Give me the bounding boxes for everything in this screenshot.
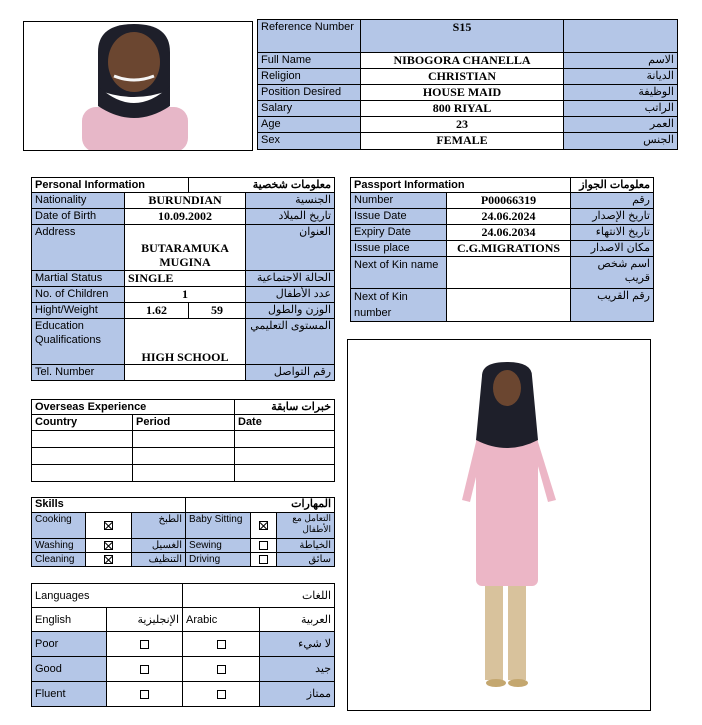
dob-ar: تاريخ الميلاد bbox=[246, 209, 335, 225]
lang-english-label: English bbox=[32, 608, 107, 632]
passport-number-ar: رقم bbox=[571, 193, 654, 209]
nationality-label: Nationality bbox=[32, 193, 125, 209]
sex-value: FEMALE bbox=[361, 133, 564, 150]
lang-poor-label: Poor bbox=[32, 632, 107, 657]
skills-table bbox=[31, 497, 335, 567]
marital-ar: الحالة الاجتماعية bbox=[246, 271, 335, 287]
issue-place-ar: مكان الاصدار bbox=[571, 241, 654, 257]
overseas-cell bbox=[133, 448, 235, 465]
col-date: Date bbox=[235, 415, 335, 431]
issue-place-label: Issue place bbox=[351, 241, 447, 257]
lang-arabic-label: Arabic bbox=[183, 608, 260, 632]
checkbox-unchecked[interactable] bbox=[259, 541, 268, 550]
full-name-label: Full Name bbox=[258, 53, 361, 69]
passport-info-table bbox=[350, 177, 654, 322]
checkbox-unchecked[interactable] bbox=[140, 640, 149, 649]
nationality-ar: الجنسية bbox=[246, 193, 335, 209]
full-body-image bbox=[348, 340, 651, 711]
arabic-good-check[interactable] bbox=[183, 657, 260, 682]
overseas-cell bbox=[235, 431, 335, 448]
skill-driving-label: Driving bbox=[186, 553, 251, 567]
full-body-photo bbox=[347, 339, 651, 711]
tel-label: Tel. Number bbox=[32, 365, 125, 381]
salary-value: 800 RIYAL bbox=[361, 101, 564, 117]
tel-value bbox=[125, 365, 246, 381]
address-ar: العنوان bbox=[246, 225, 335, 271]
kin-name-ar: اسم شخص قريب bbox=[571, 257, 654, 289]
english-good-check[interactable] bbox=[107, 657, 183, 682]
reference-label: Reference Number bbox=[258, 20, 361, 53]
portrait-photo bbox=[23, 21, 253, 151]
religion-ar: الديانة bbox=[564, 69, 678, 85]
checkbox-unchecked[interactable] bbox=[259, 555, 268, 564]
lang-poor-ar: لا شيء bbox=[260, 632, 335, 657]
passport-number-label: Number bbox=[351, 193, 447, 209]
checkbox-checked[interactable] bbox=[104, 541, 113, 550]
marital-value: SINGLE bbox=[125, 271, 246, 287]
checkbox-unchecked[interactable] bbox=[217, 640, 226, 649]
overseas-cell bbox=[32, 448, 133, 465]
kin-name-label: Next of Kin name bbox=[351, 257, 447, 289]
lang-english-ar: الإنجليزية bbox=[107, 608, 183, 632]
height-value: 1.62 bbox=[125, 303, 189, 319]
lang-arabic-ar: العربية bbox=[260, 608, 335, 632]
skills-title-ar: المهارات bbox=[186, 498, 335, 513]
weight-value: 59 bbox=[189, 303, 246, 319]
col-country: Country bbox=[32, 415, 133, 431]
issue-date-label: Issue Date bbox=[351, 209, 447, 225]
arabic-fluent-check[interactable] bbox=[183, 682, 260, 707]
skill-sewing-ar: الخياطة bbox=[277, 539, 335, 553]
skills-title: Skills bbox=[32, 498, 186, 513]
skill-washing-check[interactable] bbox=[86, 539, 132, 553]
full-name-value: NIBOGORA CHANELLA bbox=[361, 53, 564, 69]
passport-number-value: P00066319 bbox=[447, 193, 571, 209]
children-value: 1 bbox=[125, 287, 246, 303]
reference-value: S15 bbox=[361, 20, 564, 53]
skill-cooking-ar: الطبخ bbox=[132, 513, 186, 539]
overseas-cell bbox=[133, 431, 235, 448]
skill-driving-check[interactable] bbox=[251, 553, 277, 567]
full-name-ar: الاسم bbox=[564, 53, 678, 69]
checkbox-checked[interactable] bbox=[104, 521, 113, 530]
issue-date-value: 24.06.2024 bbox=[447, 209, 571, 225]
sex-ar: الجنس bbox=[564, 133, 678, 150]
languages-title: Languages bbox=[32, 584, 183, 608]
skill-washing-ar: الغسيل bbox=[132, 539, 186, 553]
salary-label: Salary bbox=[258, 101, 361, 117]
lang-fluent-label: Fluent bbox=[32, 682, 107, 707]
overseas-title: Overseas Experience bbox=[32, 400, 235, 415]
kin-number-ar: رقم القريب bbox=[571, 289, 654, 322]
kin-number-label: Next of Kin number bbox=[351, 289, 447, 322]
address-line-1: BUTARAMUKA bbox=[141, 241, 229, 255]
portrait-image bbox=[24, 22, 253, 151]
position-label: Position Desired bbox=[258, 85, 361, 101]
skill-cooking-label: Cooking bbox=[32, 513, 86, 539]
tel-ar: رقم التواصل bbox=[246, 365, 335, 381]
address-line-2: MUGINA bbox=[159, 255, 211, 269]
overseas-cell bbox=[133, 465, 235, 482]
expiry-date-label: Expiry Date bbox=[351, 225, 447, 241]
lang-fluent-ar: ممتاز bbox=[260, 682, 335, 707]
skill-babysitting-label: Baby Sitting bbox=[186, 513, 251, 539]
marital-label: Martial Status bbox=[32, 271, 125, 287]
skill-sewing-label: Sewing bbox=[186, 539, 251, 553]
languages-title-ar: اللغات bbox=[183, 584, 335, 608]
overseas-cell bbox=[32, 431, 133, 448]
checkbox-unchecked[interactable] bbox=[140, 690, 149, 699]
overseas-cell bbox=[235, 465, 335, 482]
overseas-cell bbox=[32, 465, 133, 482]
skill-driving-ar: سائق bbox=[277, 553, 335, 567]
lang-good-label: Good bbox=[32, 657, 107, 682]
english-fluent-check[interactable] bbox=[107, 682, 183, 707]
education-ar: المستوى التعليمي bbox=[246, 319, 335, 365]
personal-info-title: Personal Information bbox=[32, 178, 189, 193]
skill-cleaning-label: Cleaning bbox=[32, 553, 86, 567]
position-ar: الوظيفة bbox=[564, 85, 678, 101]
skill-babysitting-ar: التعامل مع الأطفال bbox=[277, 513, 335, 539]
skill-cooking-check[interactable] bbox=[86, 513, 132, 539]
kin-number-value bbox=[447, 289, 571, 322]
kin-name-value bbox=[447, 257, 571, 289]
hw-label: Hight/Weight bbox=[32, 303, 125, 319]
age-value: 23 bbox=[361, 117, 564, 133]
checkbox-checked[interactable] bbox=[259, 521, 268, 530]
header-table bbox=[257, 19, 678, 150]
address-value bbox=[125, 225, 246, 271]
hw-ar: الوزن والطول bbox=[246, 303, 335, 319]
reference-ar bbox=[564, 20, 678, 53]
expiry-date-value: 24.06.2034 bbox=[447, 225, 571, 241]
skill-cleaning-ar: التنظيف bbox=[132, 553, 186, 567]
religion-value: CHRISTIAN bbox=[361, 69, 564, 85]
languages-table bbox=[31, 583, 335, 707]
age-label: Age bbox=[258, 117, 361, 133]
children-label: No. of Children bbox=[32, 287, 125, 303]
arabic-poor-check[interactable] bbox=[183, 632, 260, 657]
issue-date-ar: تاريخ الإصدار bbox=[571, 209, 654, 225]
col-period: Period bbox=[133, 415, 235, 431]
address-label: Address bbox=[32, 225, 125, 271]
religion-label: Religion bbox=[258, 69, 361, 85]
children-ar: عدد الأطفال bbox=[246, 287, 335, 303]
checkbox-unchecked[interactable] bbox=[140, 665, 149, 674]
overseas-cell bbox=[235, 448, 335, 465]
skill-sewing-check[interactable] bbox=[251, 539, 277, 553]
salary-ar: الراتب bbox=[564, 101, 678, 117]
skill-babysitting-check[interactable] bbox=[251, 513, 277, 539]
issue-place-value: C.G.MIGRATIONS bbox=[447, 241, 571, 257]
expiry-date-ar: تاريخ الانتهاء bbox=[571, 225, 654, 241]
personal-info-table bbox=[31, 177, 335, 381]
passport-info-title: Passport Information bbox=[351, 178, 571, 193]
checkbox-unchecked[interactable] bbox=[217, 665, 226, 674]
checkbox-unchecked[interactable] bbox=[217, 690, 226, 699]
dob-label: Date of Birth bbox=[32, 209, 125, 225]
personal-info-title-ar: معلومات شخصية bbox=[189, 178, 335, 193]
checkbox-checked[interactable] bbox=[104, 555, 113, 564]
skill-washing-label: Washing bbox=[32, 539, 86, 553]
overseas-title-ar: خبرات سابقة bbox=[235, 400, 335, 415]
nationality-value: BURUNDIAN bbox=[125, 193, 246, 209]
english-poor-check[interactable] bbox=[107, 632, 183, 657]
overseas-table bbox=[31, 399, 335, 482]
age-ar: العمر bbox=[564, 117, 678, 133]
position-value: HOUSE MAID bbox=[361, 85, 564, 101]
education-value: HIGH SCHOOL bbox=[125, 319, 246, 365]
passport-info-title-ar: معلومات الجواز bbox=[571, 178, 654, 193]
education-label: Education Qualifications bbox=[32, 319, 125, 365]
skill-cleaning-check[interactable] bbox=[86, 553, 132, 567]
dob-value: 10.09.2002 bbox=[125, 209, 246, 225]
sex-label: Sex bbox=[258, 133, 361, 150]
lang-good-ar: جيد bbox=[260, 657, 335, 682]
